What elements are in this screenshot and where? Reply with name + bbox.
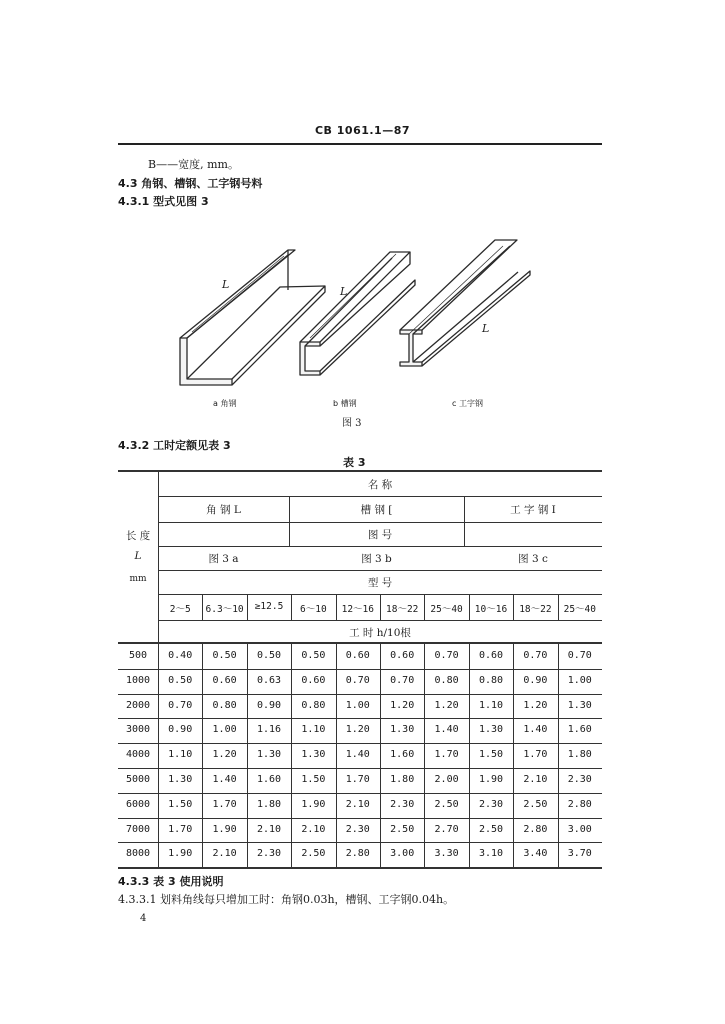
value-cell: 1.70 [434, 749, 459, 761]
table-row-rule [118, 669, 602, 670]
header-rule-1 [158, 496, 602, 497]
value-cell: 0.70 [168, 699, 193, 711]
header-name: 名 称 [367, 479, 393, 491]
figure-3-drawing [160, 230, 560, 400]
value-cell: 2.50 [301, 848, 326, 860]
value-cell: 1.40 [212, 774, 237, 785]
value-cell: 1.50 [168, 798, 193, 810]
table-3 [118, 470, 602, 868]
section-4-3-1-heading: 4.3.1 型式见图 3 [118, 195, 209, 208]
length-cell: 500 [128, 650, 148, 661]
value-cell: 3.10 [478, 848, 504, 860]
value-cell: 0.90 [256, 699, 282, 711]
length-cell: 6000 [125, 798, 151, 810]
value-cell: 1.00 [212, 724, 237, 736]
channel-steel-drawing [300, 252, 415, 375]
value-cell: 3.40 [523, 848, 548, 860]
section-4-3-2-heading: 4.3.2 工时定额见表 3 [118, 439, 231, 452]
value-cell: 3.30 [434, 848, 459, 860]
value-cell: 1.70 [345, 774, 370, 785]
value-cell: 3.70 [567, 848, 592, 860]
value-cell: 0.60 [478, 650, 504, 661]
header-length-label: 长 度 [125, 530, 151, 542]
value-cell: 0.60 [301, 674, 326, 686]
header-figure-number: 图 号 [367, 529, 393, 541]
size-column-divider [336, 594, 337, 620]
value-cell: 1.00 [567, 674, 592, 686]
body-column-divider [469, 644, 470, 867]
value-cell: 1.10 [301, 724, 326, 736]
length-cell: 5000 [125, 774, 151, 785]
table-row-rule [118, 694, 602, 695]
size-cell: 10～16 [474, 604, 508, 615]
value-cell: 2.10 [301, 823, 326, 835]
value-cell: 0.70 [523, 650, 548, 661]
value-cell: 1.50 [478, 749, 504, 761]
value-cell: 1.10 [168, 749, 193, 761]
figure-caption-b: b 槽钢 [333, 399, 357, 408]
body-column-divider [424, 644, 425, 867]
figure-caption-a: a 角钢 [213, 399, 237, 408]
size-cell: 18～22 [386, 604, 419, 615]
header-rule-4 [158, 570, 602, 571]
header-rule [118, 143, 602, 145]
body-column-divider [291, 644, 292, 867]
value-cell: 2.00 [434, 774, 459, 785]
value-cell: 0.60 [390, 650, 415, 661]
value-cell: 0.90 [523, 674, 548, 686]
value-cell: 1.70 [212, 798, 237, 810]
size-column-divider [513, 594, 514, 620]
size-cell: ≥12.5 [254, 601, 284, 612]
size-cell: 25～40 [430, 604, 463, 615]
value-cell: 2.30 [256, 848, 282, 860]
value-cell: 2.30 [345, 823, 370, 835]
header-angle-steel: 角 钢 L [206, 504, 241, 516]
header-figure-3a: 图 3 a [208, 553, 239, 565]
value-cell: 2.50 [434, 798, 459, 810]
value-cell: 0.70 [567, 650, 592, 661]
value-cell: 1.30 [390, 724, 415, 736]
value-cell: 0.70 [434, 650, 459, 661]
value-cell: 0.70 [345, 674, 370, 686]
section-4-3-3-heading: 4.3.3 表 3 使用说明 [118, 875, 224, 888]
value-cell: 2.30 [567, 774, 592, 785]
value-cell: 1.60 [567, 724, 592, 736]
table-row-rule [118, 743, 602, 744]
value-cell: 1.60 [390, 749, 415, 761]
b-definition: B——宽度, mm。 [148, 158, 239, 171]
value-cell: 1.90 [212, 823, 237, 835]
header-rule-6 [158, 620, 602, 621]
size-column-divider [558, 594, 559, 620]
header-work-hours: 工 时 h/10根 [349, 627, 411, 639]
value-cell: 0.40 [168, 650, 193, 661]
header-figure-3c: 图 3 c [518, 553, 548, 565]
value-cell: 2.50 [523, 798, 548, 810]
value-cell: 2.80 [345, 848, 370, 860]
value-cell: 1.80 [390, 774, 415, 785]
ibeam-length-label: L [482, 322, 490, 335]
value-cell: 1.20 [212, 749, 237, 761]
value-cell: 2.10 [345, 798, 370, 810]
figure-3-caption: 图 3 [342, 418, 362, 429]
size-column-divider [424, 594, 425, 620]
size-cell: 6.3～10 [205, 604, 244, 615]
value-cell: 1.20 [434, 699, 459, 711]
table-row-rule [118, 793, 602, 794]
value-cell: 2.30 [390, 798, 415, 810]
figure-caption-c: c 工字钢 [452, 399, 483, 408]
table-3-title: 表 3 [343, 456, 366, 469]
size-cell: 25～40 [563, 604, 596, 615]
value-cell: 1.70 [168, 823, 193, 835]
value-cell: 1.80 [256, 798, 282, 810]
value-cell: 0.80 [478, 674, 504, 686]
size-cell: 18～22 [519, 604, 552, 615]
value-cell: 2.10 [256, 823, 282, 835]
section-4-3-heading: 4.3 角钢、槽钢、工字钢号料 [118, 177, 263, 190]
body-column-divider [558, 644, 559, 867]
value-cell: 1.40 [345, 749, 370, 761]
value-cell: 0.50 [168, 674, 193, 686]
value-cell: 1.30 [478, 724, 504, 736]
header-rule-2 [158, 522, 602, 523]
value-cell: 2.80 [567, 798, 592, 810]
body-column-divider [336, 644, 337, 867]
body-column-divider [380, 644, 381, 867]
value-cell: 1.16 [256, 724, 282, 736]
header-rule-3 [158, 546, 602, 547]
body-column-divider [158, 644, 159, 867]
body-column-divider [513, 644, 514, 867]
value-cell: 1.30 [301, 749, 326, 761]
table-row-rule [118, 842, 602, 843]
value-cell: 2.80 [523, 823, 548, 835]
i-beam-drawing [400, 240, 530, 366]
table-row-rule [118, 818, 602, 819]
document-code: CB 1061.1—87 [314, 124, 411, 137]
value-cell: 0.50 [256, 650, 282, 661]
value-cell: 2.70 [434, 823, 459, 835]
value-cell: 0.80 [212, 699, 237, 711]
value-cell: 0.80 [301, 699, 326, 711]
value-cell: 0.80 [434, 674, 459, 686]
value-cell: 2.50 [390, 823, 415, 835]
value-cell: 2.10 [212, 848, 237, 860]
length-cell: 4000 [125, 749, 151, 761]
table-row-rule [118, 768, 602, 769]
length-cell: 3000 [125, 724, 151, 736]
value-cell: 1.90 [478, 774, 504, 785]
header-i-beam: 工 字 钢 I [510, 504, 556, 516]
value-cell: 1.40 [434, 724, 459, 736]
page-number: 4 [140, 913, 147, 924]
value-cell: 1.90 [168, 848, 193, 860]
size-cell: 6～10 [300, 604, 327, 615]
size-cell: 12～16 [341, 604, 374, 615]
channel-length-label: L [340, 285, 348, 298]
size-column-divider [291, 594, 292, 620]
value-cell: 1.00 [345, 699, 370, 711]
header-model: 型 号 [367, 577, 393, 589]
value-cell: 1.70 [523, 749, 548, 761]
value-cell: 3.00 [567, 823, 592, 835]
value-cell: 1.50 [301, 774, 326, 785]
value-cell: 0.50 [301, 650, 326, 661]
body-column-divider [247, 644, 248, 867]
value-cell: 0.60 [345, 650, 370, 661]
value-cell: 0.63 [256, 674, 282, 686]
value-cell: 2.30 [478, 798, 504, 810]
header-channel-steel: 槽 钢 [ [360, 504, 393, 516]
size-column-divider [202, 594, 203, 620]
size-cell: 2～5 [169, 604, 191, 615]
length-cell: 2000 [125, 699, 151, 711]
table-row-rule [118, 867, 602, 869]
value-cell: 0.90 [168, 724, 193, 736]
value-cell: 3.00 [390, 848, 415, 860]
value-cell: 1.20 [523, 699, 548, 711]
value-cell: 1.30 [567, 699, 592, 711]
angle-length-label: L [222, 278, 230, 291]
value-cell: 1.20 [345, 724, 370, 736]
length-cell: 7000 [125, 823, 151, 835]
length-cell: 1000 [125, 674, 151, 686]
value-cell: 1.80 [567, 749, 592, 761]
value-cell: 1.10 [478, 699, 504, 711]
value-cell: 1.40 [523, 724, 548, 736]
value-cell: 2.10 [523, 774, 548, 785]
header-length-symbol: L [134, 550, 142, 562]
value-cell: 1.20 [390, 699, 415, 711]
size-column-divider [247, 594, 248, 620]
header-length-unit: mm [129, 574, 147, 584]
value-cell: 1.30 [256, 749, 282, 761]
table-row-rule [118, 718, 602, 719]
size-column-divider [469, 594, 470, 620]
header-figure-3b: 图 3 b [361, 553, 392, 565]
value-cell: 0.60 [212, 674, 237, 686]
value-cell: 1.30 [168, 774, 193, 785]
body-column-divider [202, 644, 203, 867]
section-4-3-3-1-text: 4.3.3.1 划料角线每只增加工时：角钢0.03h，槽钢、工字钢0.04h。 [118, 893, 455, 906]
header-bottom-rule [118, 642, 602, 644]
size-column-divider [380, 594, 381, 620]
value-cell: 0.70 [390, 674, 415, 686]
value-cell: 2.50 [478, 823, 504, 835]
table-top-rule [118, 470, 602, 472]
value-cell: 1.60 [256, 774, 282, 785]
value-cell: 1.90 [301, 798, 326, 810]
value-cell: 0.50 [212, 650, 237, 661]
length-cell: 8000 [125, 848, 151, 860]
